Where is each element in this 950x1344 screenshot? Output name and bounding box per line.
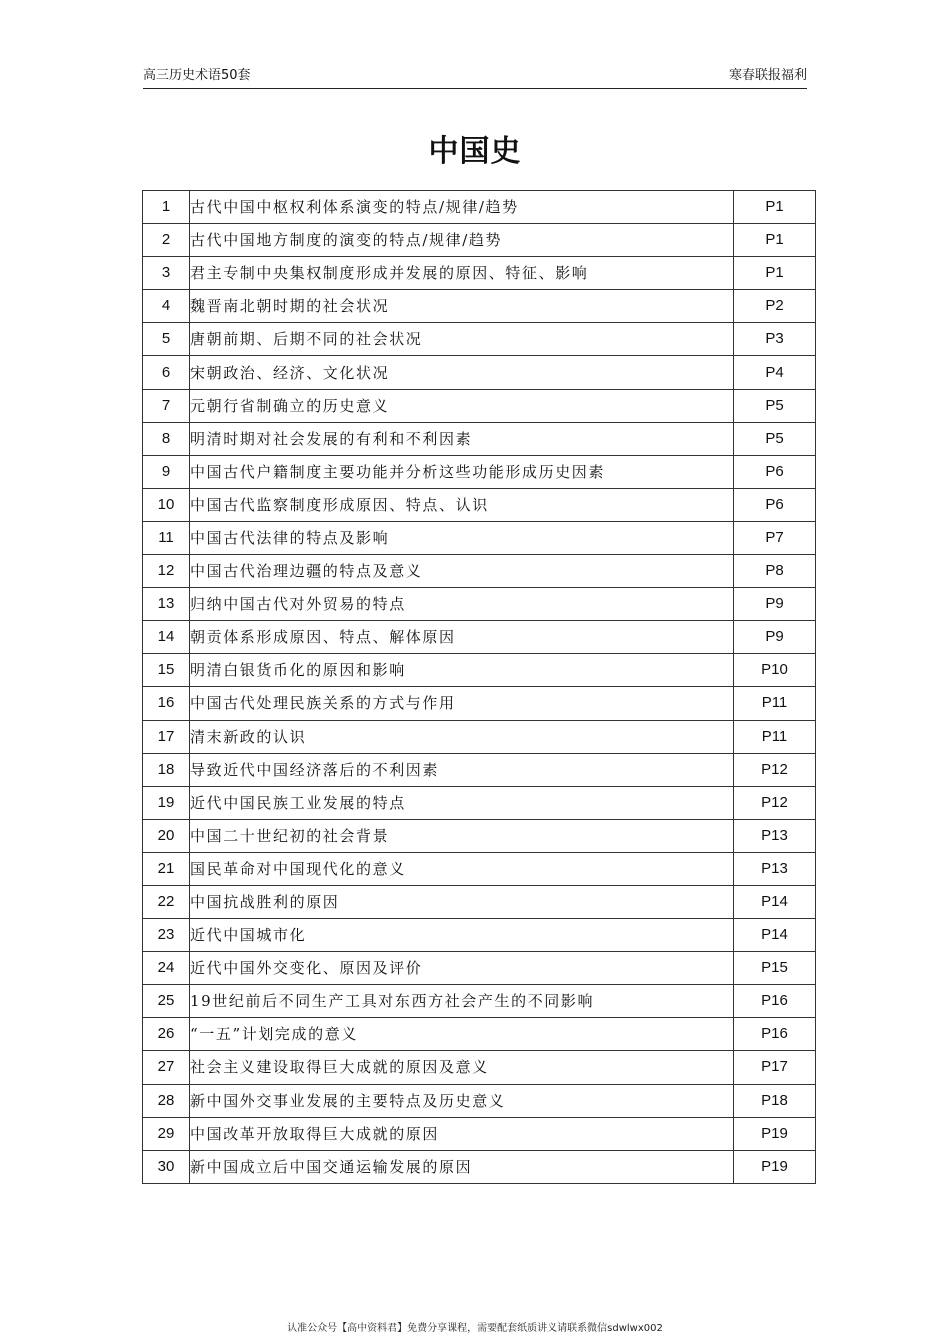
table-row: [143, 786, 816, 819]
row-number: 26: [143, 1018, 190, 1051]
row-number: 13: [143, 588, 190, 621]
row-page-ref: P16: [734, 985, 816, 1018]
row-number: 1: [143, 191, 190, 224]
row-page-ref: P2: [734, 290, 816, 323]
row-number: 6: [143, 356, 190, 389]
table-row: [143, 389, 816, 422]
row-page-ref: P6: [734, 488, 816, 521]
table-row: [143, 852, 816, 885]
row-page-ref: P18: [734, 1084, 816, 1117]
row-topic: 宋朝政治、经济、文化状况: [190, 356, 734, 389]
row-page-ref: P12: [734, 753, 816, 786]
table-row: [143, 753, 816, 786]
table-row: [143, 819, 816, 852]
table-row: [143, 654, 816, 687]
row-topic: “一五”计划完成的意义: [190, 1018, 734, 1051]
table-row: [143, 323, 816, 356]
row-number: 3: [143, 257, 190, 290]
row-page-ref: P5: [734, 389, 816, 422]
table-row: [143, 422, 816, 455]
row-topic: 中国古代户籍制度主要功能并分析这些功能形成历史因素: [190, 455, 734, 488]
row-topic: 中国古代治理边疆的特点及意义: [190, 555, 734, 588]
row-number: 18: [143, 753, 190, 786]
row-topic: 中国古代监察制度形成原因、特点、认识: [190, 488, 734, 521]
row-number: 15: [143, 654, 190, 687]
table-row: [143, 952, 816, 985]
table-row: [143, 588, 816, 621]
row-topic: 唐朝前期、后期不同的社会状况: [190, 323, 734, 356]
table-row: [143, 1051, 816, 1084]
row-topic: 中国古代处理民族关系的方式与作用: [190, 687, 734, 720]
row-topic: 国民革命对中国现代化的意义: [190, 852, 734, 885]
row-topic: 近代中国城市化: [190, 919, 734, 952]
row-page-ref: P5: [734, 422, 816, 455]
row-number: 22: [143, 885, 190, 918]
row-topic: 元朝行省制确立的历史意义: [190, 389, 734, 422]
table-row: [143, 687, 816, 720]
row-topic: 近代中国民族工业发展的特点: [190, 786, 734, 819]
row-number: 9: [143, 455, 190, 488]
row-page-ref: P7: [734, 521, 816, 554]
row-topic: 导致近代中国经济落后的不利因素: [190, 753, 734, 786]
row-page-ref: P6: [734, 455, 816, 488]
row-number: 11: [143, 521, 190, 554]
row-number: 12: [143, 555, 190, 588]
row-page-ref: P14: [734, 919, 816, 952]
row-page-ref: P16: [734, 1018, 816, 1051]
row-page-ref: P4: [734, 356, 816, 389]
table-row: [143, 720, 816, 753]
table-row: [143, 356, 816, 389]
row-page-ref: P11: [734, 720, 816, 753]
header-doc-title: 高三历史术语50套: [143, 68, 251, 83]
row-page-ref: P17: [734, 1051, 816, 1084]
row-page-ref: P3: [734, 323, 816, 356]
row-number: 10: [143, 488, 190, 521]
row-topic: 清末新政的认识: [190, 720, 734, 753]
table-row: [143, 521, 816, 554]
row-topic: 19世纪前后不同生产工具对东西方社会产生的不同影响: [190, 985, 734, 1018]
table-row: [143, 224, 816, 257]
row-topic: 新中国外交事业发展的主要特点及历史意义: [190, 1084, 734, 1117]
row-number: 20: [143, 819, 190, 852]
row-number: 27: [143, 1051, 190, 1084]
row-topic: 社会主义建设取得巨大成就的原因及意义: [190, 1051, 734, 1084]
row-topic: 古代中国中枢权利体系演变的特点/规律/趋势: [190, 191, 734, 224]
row-topic: 明清白银货币化的原因和影响: [190, 654, 734, 687]
row-number: 28: [143, 1084, 190, 1117]
table-row: [143, 488, 816, 521]
row-topic: 朝贡体系形成原因、特点、解体原因: [190, 621, 734, 654]
table-row: [143, 191, 816, 224]
table-row: [143, 621, 816, 654]
row-page-ref: P1: [734, 224, 816, 257]
row-topic: 明清时期对社会发展的有利和不利因素: [190, 422, 734, 455]
row-number: 4: [143, 290, 190, 323]
row-page-ref: P19: [734, 1117, 816, 1150]
row-topic: 近代中国外交变化、原因及评价: [190, 952, 734, 985]
row-number: 19: [143, 786, 190, 819]
table-row: [143, 885, 816, 918]
row-number: 25: [143, 985, 190, 1018]
header-promo: 寒春联报福利: [728, 68, 807, 83]
page-title: 中国史: [428, 134, 522, 169]
table-row: [143, 985, 816, 1018]
row-topic: 君主专制中央集权制度形成并发展的原因、特征、影响: [190, 257, 734, 290]
row-number: 7: [143, 389, 190, 422]
row-number: 21: [143, 852, 190, 885]
row-topic: 中国二十世纪初的社会背景: [190, 819, 734, 852]
row-topic: 中国抗战胜利的原因: [190, 885, 734, 918]
page-footer: 认准公众号【高中资料君】免费分享课程，需要配套纸质讲义请联系微信sdwlwx002: [287, 1323, 663, 1334]
table-row: [143, 919, 816, 952]
row-number: 8: [143, 422, 190, 455]
table-row: [143, 1018, 816, 1051]
page-header: [143, 66, 807, 89]
row-topic: 新中国成立后中国交通运输发展的原因: [190, 1150, 734, 1183]
row-number: 2: [143, 224, 190, 257]
row-topic: 中国改革开放取得巨大成就的原因: [190, 1117, 734, 1150]
row-topic: 中国古代法律的特点及影响: [190, 521, 734, 554]
row-number: 14: [143, 621, 190, 654]
row-number: 17: [143, 720, 190, 753]
row-page-ref: P13: [734, 852, 816, 885]
row-page-ref: P15: [734, 952, 816, 985]
row-topic: 魏晋南北朝时期的社会状况: [190, 290, 734, 323]
row-number: 23: [143, 919, 190, 952]
table-row: [143, 555, 816, 588]
row-number: 30: [143, 1150, 190, 1183]
toc-body: [143, 191, 816, 1184]
row-number: 16: [143, 687, 190, 720]
row-page-ref: P1: [734, 257, 816, 290]
table-row: [143, 1084, 816, 1117]
table-row: [143, 257, 816, 290]
table-row: [143, 455, 816, 488]
row-topic: 古代中国地方制度的演变的特点/规律/趋势: [190, 224, 734, 257]
row-page-ref: P1: [734, 191, 816, 224]
row-page-ref: P19: [734, 1150, 816, 1183]
row-number: 5: [143, 323, 190, 356]
row-page-ref: P11: [734, 687, 816, 720]
row-page-ref: P13: [734, 819, 816, 852]
table-row: [143, 290, 816, 323]
row-page-ref: P9: [734, 588, 816, 621]
table-row: [143, 1150, 816, 1183]
row-page-ref: P8: [734, 555, 816, 588]
row-number: 29: [143, 1117, 190, 1150]
row-page-ref: P14: [734, 885, 816, 918]
row-number: 24: [143, 952, 190, 985]
row-page-ref: P12: [734, 786, 816, 819]
row-page-ref: P9: [734, 621, 816, 654]
table-row: [143, 1117, 816, 1150]
row-topic: 归纳中国古代对外贸易的特点: [190, 588, 734, 621]
table-of-contents: [142, 190, 816, 1184]
row-page-ref: P10: [734, 654, 816, 687]
